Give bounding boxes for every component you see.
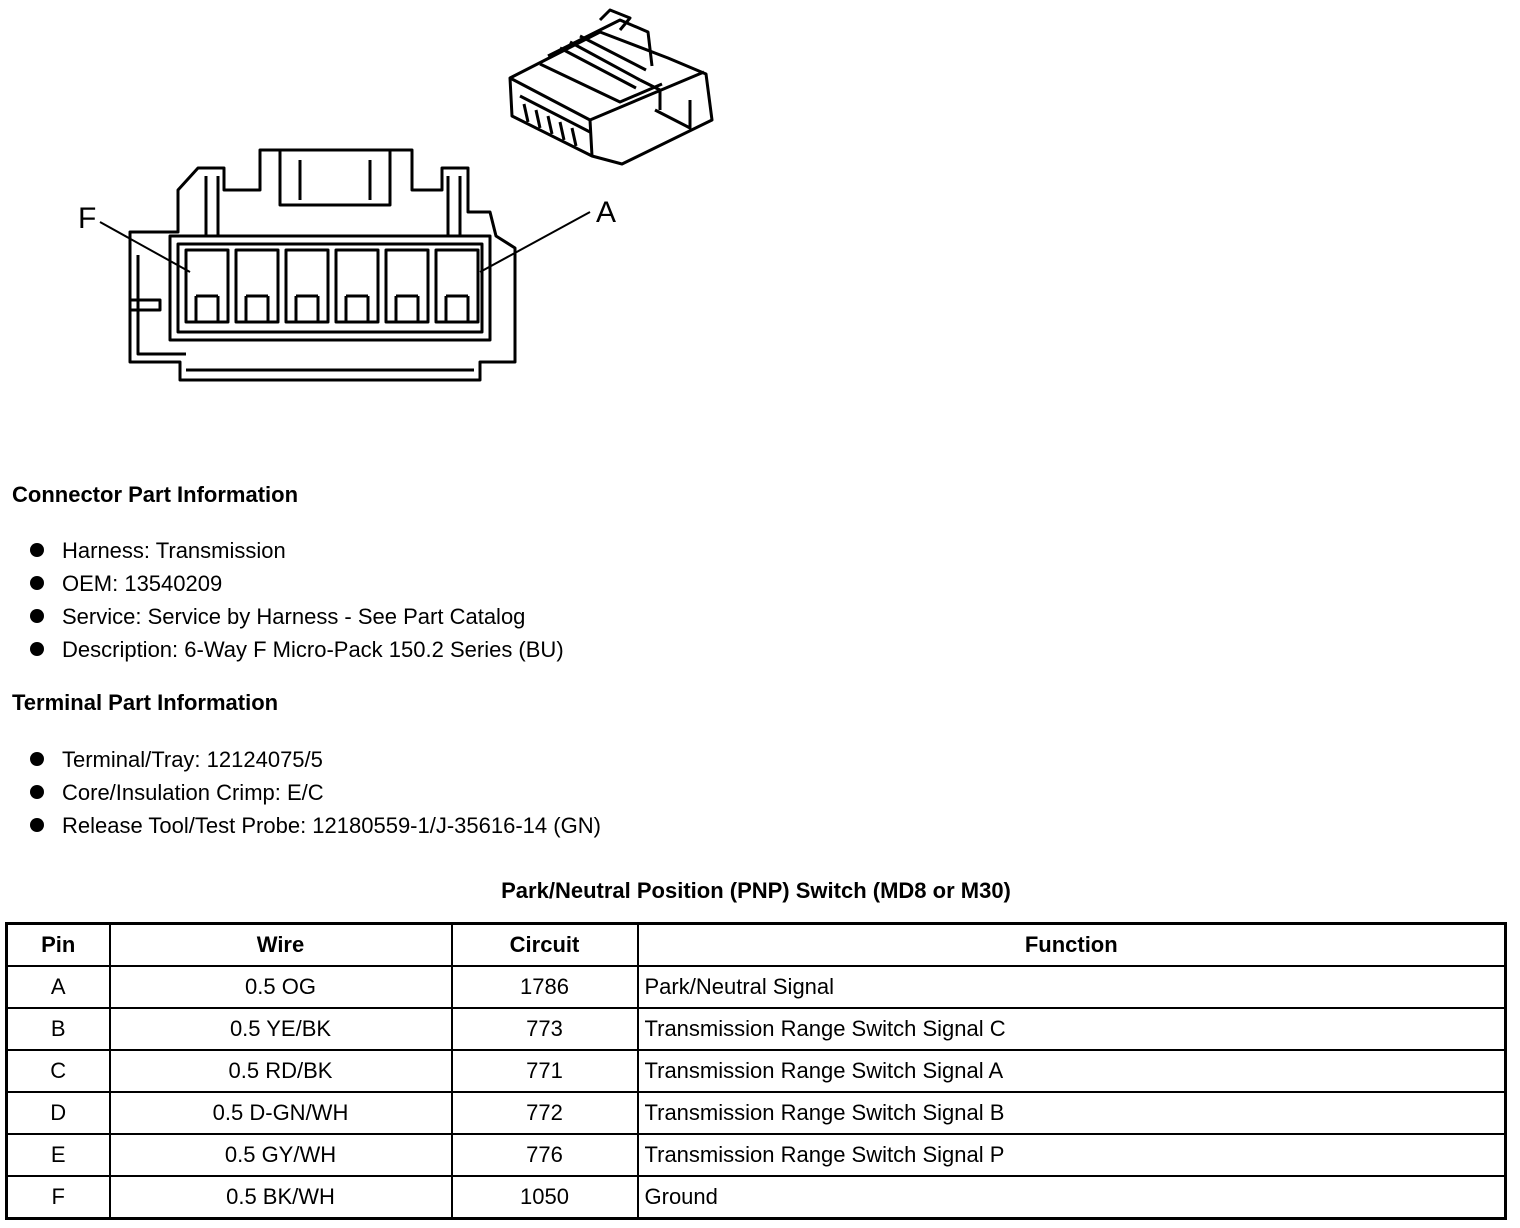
list-item: Description: 6-Way F Micro-Pack 150.2 Series (BU): [30, 633, 564, 666]
bullet-icon: [30, 785, 44, 799]
table-row: [7, 1176, 1506, 1219]
connector-3d-view: [510, 10, 712, 164]
cell-pin: C: [7, 1050, 110, 1092]
pin-table: [5, 922, 1507, 1220]
table-row: [7, 1050, 1506, 1092]
pin-label-f: F: [78, 202, 97, 235]
cell-circuit: 773: [452, 1008, 638, 1050]
list-item: Core/Insulation Crimp: E/C: [30, 776, 601, 809]
connector-info-heading: Connector Part Information: [12, 482, 299, 507]
bullet-icon: [30, 576, 44, 590]
leader-line-a: [480, 212, 590, 272]
cell-function: Ground: [638, 1176, 1506, 1219]
cell-circuit: 771: [452, 1050, 638, 1092]
terminal-info-list: [30, 743, 601, 842]
cell-pin: D: [7, 1092, 110, 1134]
bullet-icon: [30, 609, 44, 623]
bullet-icon: [30, 543, 44, 557]
list-item: Terminal/Tray: 12124075/5: [30, 743, 601, 776]
header-wire: Wire: [110, 924, 452, 967]
table-title: Park/Neutral Position (PNP) Switch (MD8 or M30): [501, 878, 1011, 903]
header-circuit: Circuit: [452, 924, 638, 967]
cell-circuit: 776: [452, 1134, 638, 1176]
terminal-info-heading: Terminal Part Information: [12, 690, 279, 715]
cell-function: Park/Neutral Signal: [638, 966, 1506, 1008]
pin-cavities: [186, 250, 478, 322]
cell-pin: E: [7, 1134, 110, 1176]
list-item: Release Tool/Test Probe: 12180559-1/J-35616-14 (GN): [30, 809, 601, 842]
header-pin: Pin: [7, 924, 110, 967]
cell-circuit: 1050: [452, 1176, 638, 1219]
bullet-icon: [30, 818, 44, 832]
connector-info-list: [30, 534, 564, 666]
list-item: Harness: Transmission: [30, 534, 564, 567]
pin-label-a: A: [596, 196, 617, 229]
cell-function: Transmission Range Switch Signal B: [638, 1092, 1506, 1134]
table-row: [7, 1092, 1506, 1134]
cell-pin: B: [7, 1008, 110, 1050]
cell-wire: 0.5 YE/BK: [110, 1008, 452, 1050]
cell-wire: 0.5 RD/BK: [110, 1050, 452, 1092]
cell-circuit: 1786: [452, 966, 638, 1008]
cell-function: Transmission Range Switch Signal C: [638, 1008, 1506, 1050]
header-function: Function: [638, 924, 1506, 967]
list-item: OEM: 13540209: [30, 567, 564, 600]
table-row: [7, 1134, 1506, 1176]
cell-pin: A: [7, 966, 110, 1008]
table-row: [7, 1008, 1506, 1050]
table-header-row: [7, 924, 1506, 967]
list-item: Service: Service by Harness - See Part Catalog: [30, 600, 564, 633]
cell-wire: 0.5 GY/WH: [110, 1134, 452, 1176]
connector-face: [100, 150, 590, 380]
table-row: [7, 966, 1506, 1008]
cell-function: Transmission Range Switch Signal A: [638, 1050, 1506, 1092]
cell-function: Transmission Range Switch Signal P: [638, 1134, 1506, 1176]
cell-wire: 0.5 BK/WH: [110, 1176, 452, 1219]
cell-wire: 0.5 OG: [110, 966, 452, 1008]
bullet-icon: [30, 642, 44, 656]
connector-diagram: [0, 0, 760, 420]
bullet-icon: [30, 752, 44, 766]
cell-pin: F: [7, 1176, 110, 1219]
cell-circuit: 772: [452, 1092, 638, 1134]
cell-wire: 0.5 D-GN/WH: [110, 1092, 452, 1134]
